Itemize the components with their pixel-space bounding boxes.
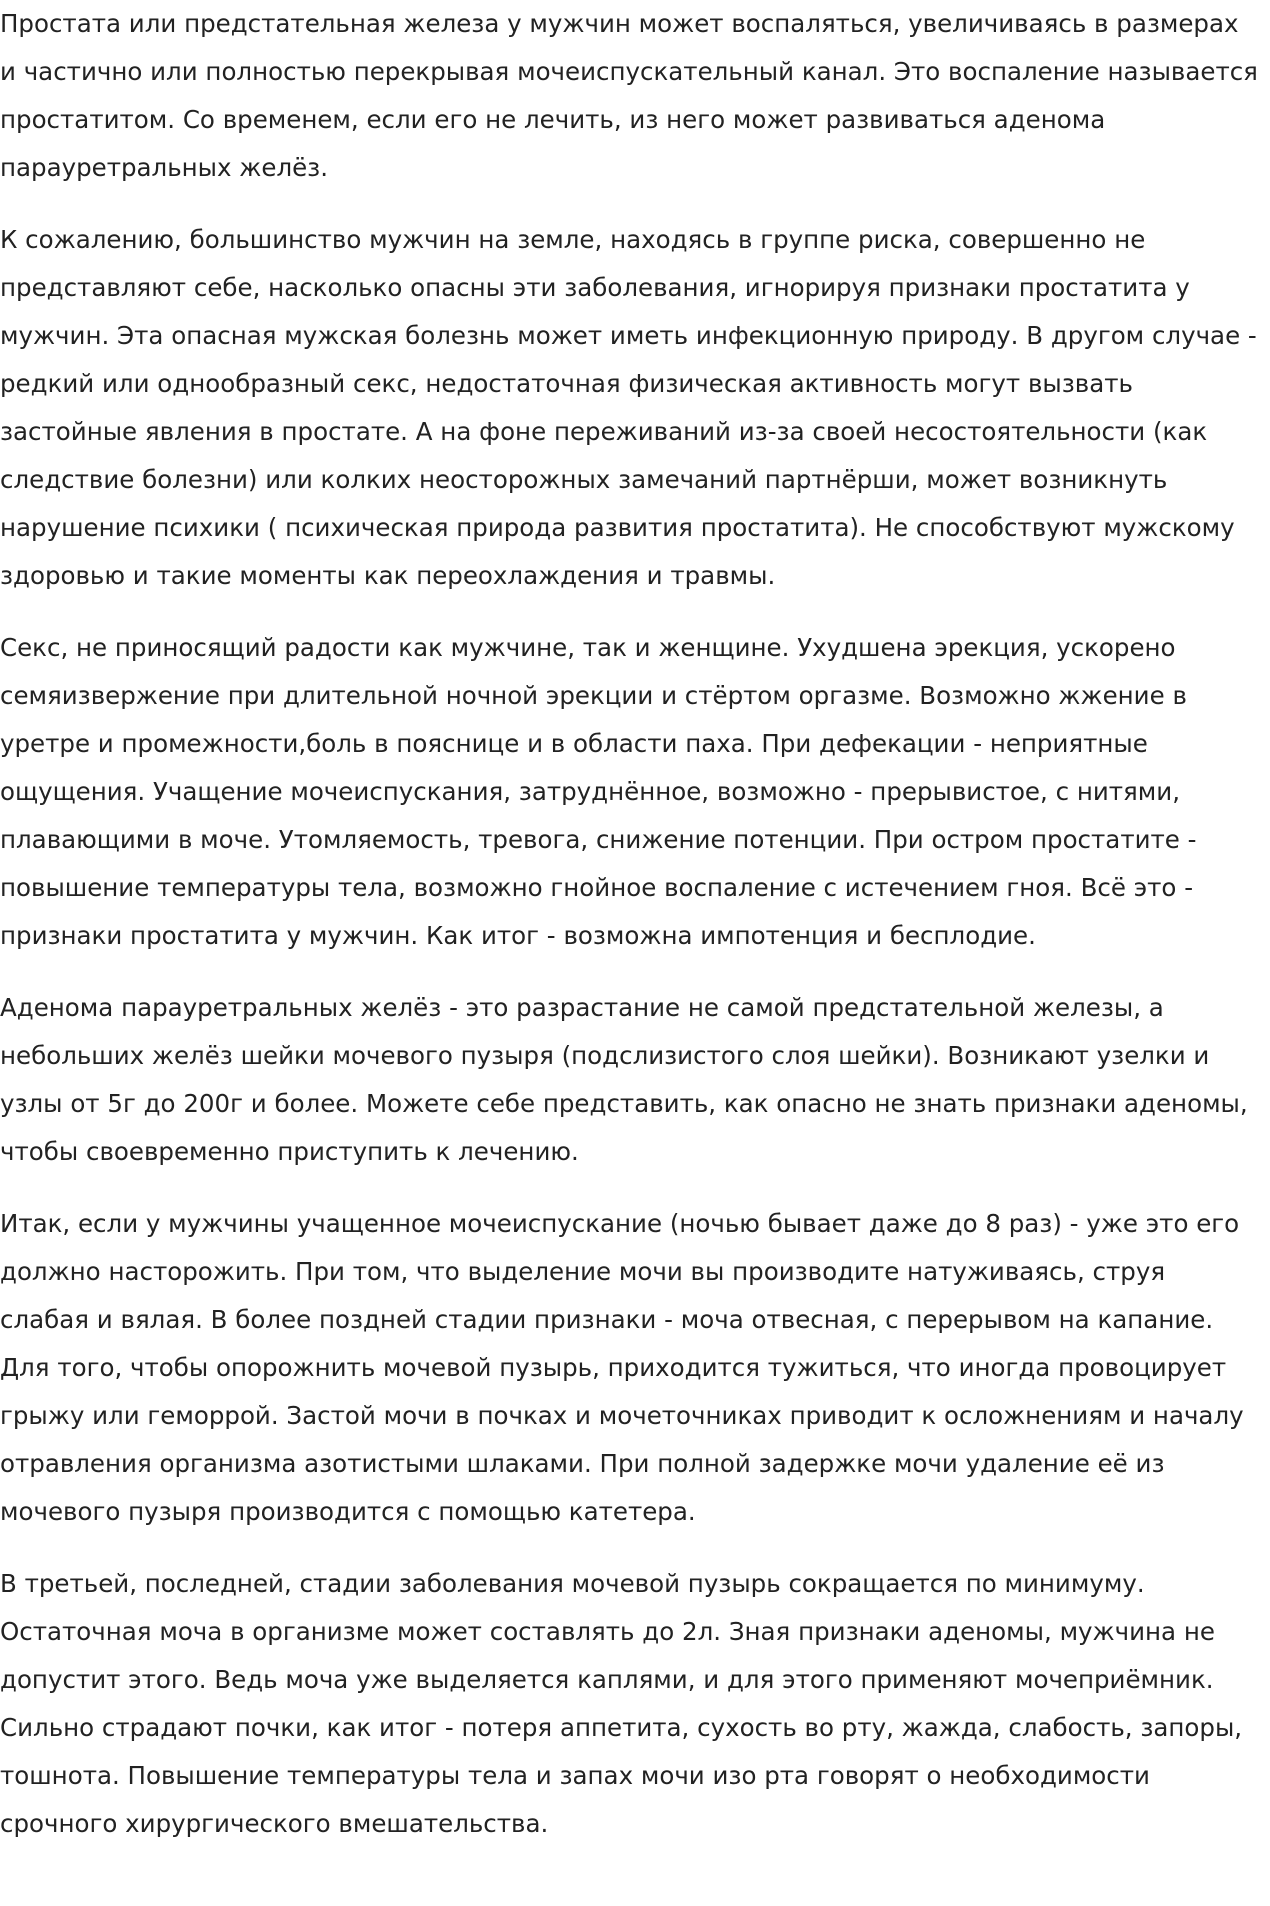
paragraph: Секс, не приносящий радости как мужчине, так и женщине. Ухудшена эрекция, ускорено семяизвержение при длительной ночной эрекции и стёртом оргазме. Возможно жжение в уретре и промежности,боль в пояснице и в области паха. При дефекации - неприятные ощущения. Учащение мочеиспускания, затруднённое, возможно - прерывистое, с нитями, плавающими в моче. Утомляемость, тревога, снижение потенции. При остром простатите - повышение температуры тела, возможно гнойное воспаление с истечением гноя. Всё это - признаки простатита у мужчин. Как итог - возможна импотенция и бесплодие. (0, 633, 1197, 950)
paragraph: К сожалению, большинство мужчин на земле, находясь в группе риска, совершенно не представляют себе, насколько опасны эти заболевания, игнорируя признаки простатита у мужчин. Эта опасная мужская болезнь может иметь инфекционную природу. В другом случае - редкий или однообразный секс, недостаточная физическая активность могут вызвать застойные явления в простате. А на фоне переживаний из-за своей несостоятельности (как следствие болезни) или колких неосторожных замечаний партнёрши, может возникнуть нарушение психики ( психическая природа развития простатита). Не способствуют мужскому здоровью и такие моменты как переохлаждения и травмы. (0, 225, 1257, 590)
paragraph: Аденома парауретральных желёз - это разрастание не самой предстательной железы, а небольших желёз шейки мочевого пузыря (подслизистого слоя шейки). Возникают узелки и узлы от 5г до 200г и более. Можете себе представить, как опасно не знать признаки аденомы, чтобы своевременно приступить к лечению. (0, 993, 1248, 1166)
paragraph: Простата или предстательная железа у мужчин может воспаляться, увеличиваясь в размерах и частично или полностью перекрывая мочеиспускательный канал. Это воспаление называется простатитом. Со временем, если его не лечить, из него может развиваться аденома парауретральных желёз. (0, 9, 1258, 182)
paragraph: Итак, если у мужчины учащенное мочеиспускание (ночью бывает даже до 8 раз) - уже это его должно насторожить. При том, что выделение мочи вы производите натуживаясь, струя слабая и вялая. В более поздней стадии признаки - моча отвесная, с перерывом на капание. Для того, чтобы опорожнить мочевой пузырь, приходится тужиться, что иногда провоцирует грыжу или геморрой. Застой мочи в почках и мочеточниках приводит к осложнениям и началу отравления организма азотистыми шлаками. При полной задержке мочи удаление её из мочевого пузыря производится с помощью катетера. (0, 1209, 1244, 1526)
paragraph: В третьей, последней, стадии заболевания мочевой пузырь сокращается по минимуму. Остаточная моча в организме может составлять до 2л. Зная признаки аденомы, мужчина не допустит этого. Ведь моча уже выделяется каплями, и для этого применяют мочеприёмник. Сильно страдают почки, как итог - потеря аппетита, сухость во рту, жажда, слабость, запоры, тошнота. Повышение температуры тела и запах мочи изо рта говорят о необходимости срочного хирургического вмешательства. (0, 1569, 1243, 1838)
